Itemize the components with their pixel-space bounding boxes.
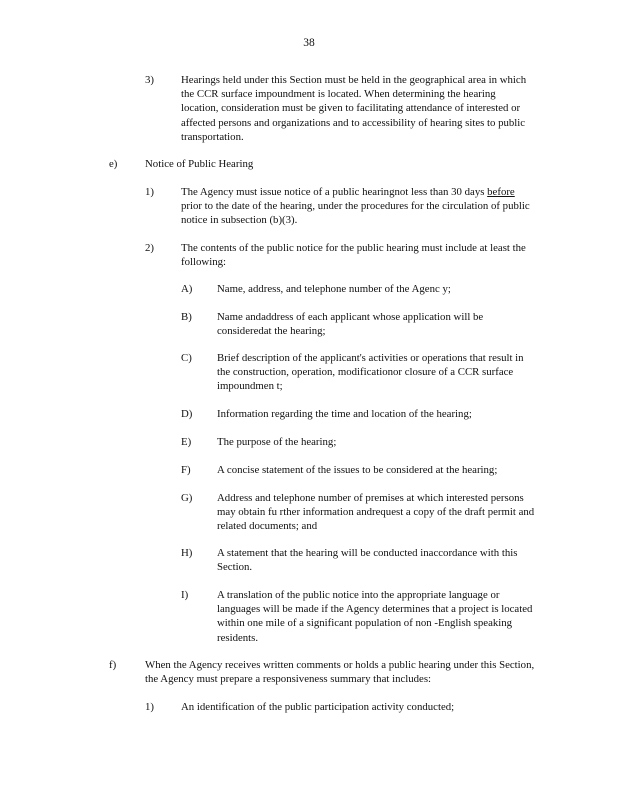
- item-3-text: Hearings held under this Section must be held in the geographical area in which the CCR surface impoundment is located. When determining the hearing location, consideration must be given to facilitating attendance of interested or affected persons and organizations and to accessibility of hearing sites to public transportation.: [181, 74, 527, 143]
- subitem-e-label: E): [181, 436, 192, 448]
- subitem-c-text: Brief description of the applicant's activities or operations that result in the construction, operation, modificationor closure of a CCR surface impoundmen t;: [217, 352, 524, 393]
- page-number: 38: [303, 37, 315, 49]
- subitem-i-label: I): [181, 589, 189, 601]
- subitem-a-label: A): [181, 283, 193, 295]
- subitem-g-label: G): [181, 492, 193, 504]
- section-e-title: Notice of Public Hearing: [145, 158, 254, 170]
- subitem-c-label: C): [181, 352, 192, 364]
- section-e-item-2-text: The contents of the public notice for the public hearing must include at least the following:: [181, 242, 526, 269]
- subitem-f-text: A concise statement of the issues to be considered at the hearing;: [217, 464, 498, 476]
- section-e-label: e): [109, 158, 118, 170]
- section-e-item-2-label: 2): [145, 242, 154, 254]
- section-e-item-1-label: 1): [145, 186, 154, 198]
- item-3-label: 3): [145, 74, 154, 86]
- subitem-f-label: F): [181, 464, 191, 476]
- subitem-g-text: Address and telephone number of premises at which interested persons may obtain fu rther information andrequest a copy of the draft permit and related documents; and: [217, 492, 535, 533]
- subitem-d-label: D): [181, 408, 193, 420]
- subitem-d-text: Information regarding the time and location of the hearing;: [217, 408, 472, 420]
- section-e-item-1-text-end: prior to the date of the hearing, under the procedures for the circulation of public notice in subsection (b)(3).: [181, 200, 530, 227]
- section-f-label: f): [109, 659, 117, 671]
- subitem-b-label: B): [181, 311, 192, 323]
- section-f-text: When the Agency receives written comments or holds a public hearing under this Section, the Agency must prepare a responsiveness summary that includes:: [145, 659, 535, 686]
- section-e-item-1-underlined-word: before: [487, 186, 515, 198]
- subitem-h-label: H): [181, 547, 193, 559]
- subitem-e-text: The purpose of the hearing;: [217, 436, 337, 448]
- subitem-i-text: A translation of the public notice into the appropriate language or languages will be made if the Agency determines that a project is located within one mile of a significant population of non -English speaking residents.: [217, 589, 533, 644]
- section-f-item-1-text: An identification of the public participation activity conducted;: [181, 701, 455, 713]
- subitem-b-text: Name andaddress of each applicant whose application will be consideredat the hearing;: [217, 311, 484, 338]
- section-e-item-1-text: [181, 185, 531, 228]
- section-f-item-1-label: 1): [145, 701, 154, 713]
- subitem-h-text: A statement that the hearing will be conducted inaccordance with this Section.: [217, 547, 518, 574]
- subitem-a-text: Name, address, and telephone number of the Agenc y;: [217, 283, 451, 295]
- section-e-item-1-text-start: The Agency must issue notice of a public hearingnot less than 30 days: [181, 186, 485, 198]
